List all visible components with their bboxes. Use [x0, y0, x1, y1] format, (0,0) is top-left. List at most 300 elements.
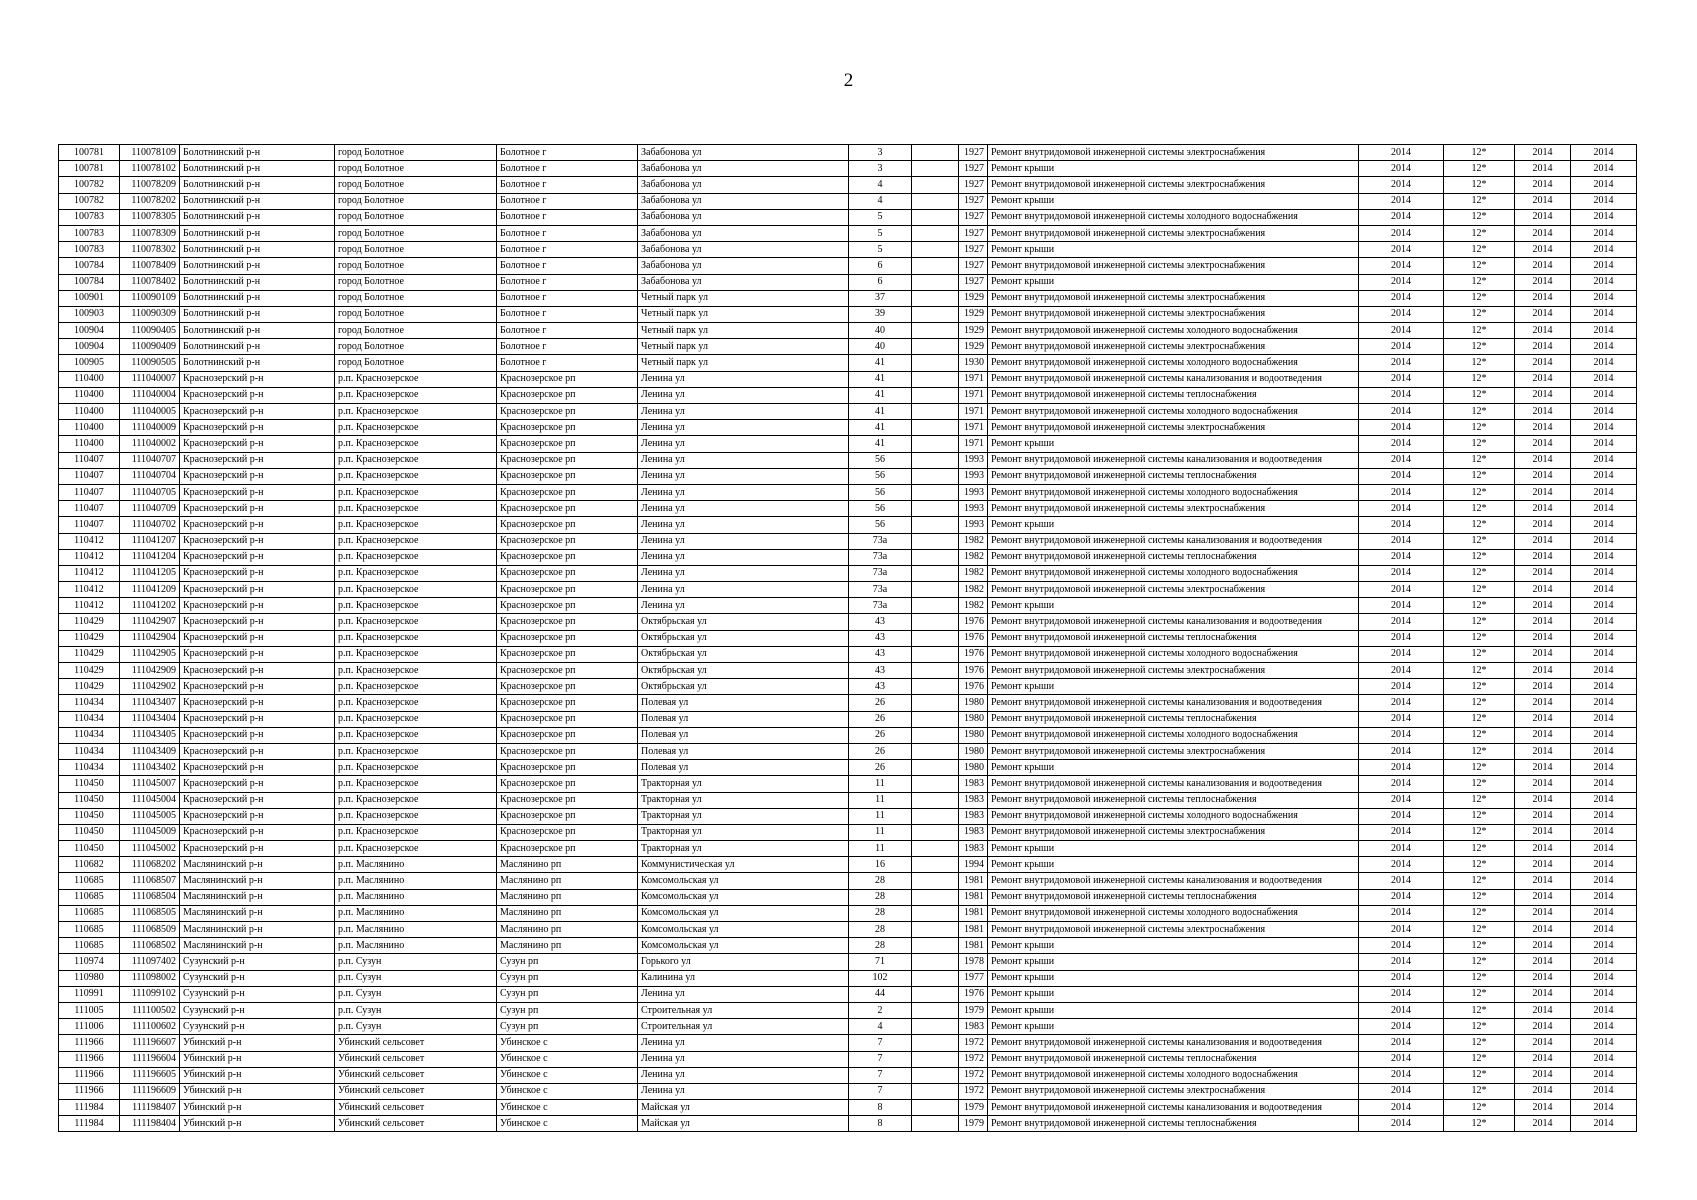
- cell-district: Убинский р-н: [180, 1067, 335, 1083]
- cell-id: 111006: [59, 1019, 120, 1035]
- cell-blank: [912, 436, 959, 452]
- cell-end-year: 2014: [1571, 970, 1637, 986]
- cell-locality: Болотное г: [497, 242, 638, 258]
- cell-year: 1993: [959, 517, 988, 533]
- cell-year: 1972: [959, 1067, 988, 1083]
- cell-end-year: 2014: [1571, 938, 1637, 954]
- cell-id: 110407: [59, 517, 120, 533]
- cell-house: 41: [849, 404, 912, 420]
- cell-plan-year: 2014: [1359, 1067, 1444, 1083]
- cell-id: 110412: [59, 598, 120, 614]
- cell-start-year: 2014: [1515, 954, 1571, 970]
- cell-start-year: 2014: [1515, 468, 1571, 484]
- cell-house: 26: [849, 695, 912, 711]
- cell-code: 111043404: [120, 711, 180, 727]
- cell-plan-year: 2014: [1359, 808, 1444, 824]
- cell-blank: [912, 695, 959, 711]
- cell-code: 111045005: [120, 808, 180, 824]
- cell-work: Ремонт внутридомовой инженерной системы холодного водоснабжения: [988, 727, 1359, 743]
- cell-id: 110434: [59, 743, 120, 759]
- cell-municipality: р.п. Краснозерское: [335, 679, 497, 695]
- cell-street: Октябрьская ул: [638, 646, 849, 662]
- table-row: [59, 1035, 1637, 1051]
- cell-plan-year: 2014: [1359, 905, 1444, 921]
- cell-work: Ремонт крыши: [988, 970, 1359, 986]
- cell-code: 111042909: [120, 663, 180, 679]
- cell-month: 12*: [1444, 808, 1515, 824]
- cell-plan-year: 2014: [1359, 695, 1444, 711]
- cell-plan-year: 2014: [1359, 355, 1444, 371]
- cell-start-year: 2014: [1515, 225, 1571, 241]
- cell-locality: Краснозерское рп: [497, 436, 638, 452]
- cell-code: 111041209: [120, 582, 180, 598]
- cell-code: 111040005: [120, 404, 180, 420]
- cell-blank: [912, 420, 959, 436]
- cell-municipality: город Болотное: [335, 306, 497, 322]
- table-row: [59, 242, 1637, 258]
- cell-year: 1977: [959, 970, 988, 986]
- cell-district: Маслянинский р-н: [180, 889, 335, 905]
- cell-end-year: 2014: [1571, 323, 1637, 339]
- table-row: [59, 501, 1637, 517]
- cell-locality: Сузун рп: [497, 954, 638, 970]
- cell-district: Краснозерский р-н: [180, 614, 335, 630]
- cell-work: Ремонт внутридомовой инженерной системы электроснабжения: [988, 306, 1359, 322]
- cell-work: Ремонт крыши: [988, 161, 1359, 177]
- table-row: [59, 1051, 1637, 1067]
- table-row: [59, 371, 1637, 387]
- cell-end-year: 2014: [1571, 193, 1637, 209]
- cell-street: Комсомольская ул: [638, 873, 849, 889]
- cell-municipality: р.п. Маслянино: [335, 889, 497, 905]
- cell-house: 43: [849, 630, 912, 646]
- table-row: [59, 760, 1637, 776]
- table-row: [59, 517, 1637, 533]
- cell-plan-year: 2014: [1359, 452, 1444, 468]
- cell-month: 12*: [1444, 565, 1515, 581]
- cell-municipality: город Болотное: [335, 290, 497, 306]
- cell-house: 39: [849, 306, 912, 322]
- cell-house: 11: [849, 776, 912, 792]
- cell-work: Ремонт внутридомовой инженерной системы электроснабжения: [988, 663, 1359, 679]
- cell-year: 1978: [959, 954, 988, 970]
- cell-id: 100782: [59, 193, 120, 209]
- cell-plan-year: 2014: [1359, 404, 1444, 420]
- cell-district: Убинский р-н: [180, 1083, 335, 1099]
- cell-house: 5: [849, 225, 912, 241]
- cell-end-year: 2014: [1571, 161, 1637, 177]
- cell-code: 111042905: [120, 646, 180, 662]
- cell-plan-year: 2014: [1359, 1083, 1444, 1099]
- cell-id: 111984: [59, 1116, 120, 1132]
- cell-id: 110400: [59, 371, 120, 387]
- cell-month: 12*: [1444, 970, 1515, 986]
- cell-year: 1983: [959, 808, 988, 824]
- cell-blank: [912, 889, 959, 905]
- cell-locality: Краснозерское рп: [497, 517, 638, 533]
- cell-end-year: 2014: [1571, 242, 1637, 258]
- cell-street: Четный парк ул: [638, 355, 849, 371]
- cell-district: Убинский р-н: [180, 1116, 335, 1132]
- cell-street: Забабонова ул: [638, 225, 849, 241]
- cell-month: 12*: [1444, 582, 1515, 598]
- cell-month: 12*: [1444, 436, 1515, 452]
- cell-plan-year: 2014: [1359, 1100, 1444, 1116]
- cell-locality: Убинское с: [497, 1051, 638, 1067]
- cell-month: 12*: [1444, 290, 1515, 306]
- cell-code: 110078109: [120, 145, 180, 161]
- cell-end-year: 2014: [1571, 1002, 1637, 1018]
- cell-district: Болотнинский р-н: [180, 306, 335, 322]
- cell-plan-year: 2014: [1359, 371, 1444, 387]
- cell-year: 1976: [959, 630, 988, 646]
- cell-end-year: 2014: [1571, 630, 1637, 646]
- cell-blank: [912, 873, 959, 889]
- cell-start-year: 2014: [1515, 1035, 1571, 1051]
- cell-end-year: 2014: [1571, 404, 1637, 420]
- cell-code: 110090109: [120, 290, 180, 306]
- cell-work: Ремонт внутридомовой инженерной системы электроснабжения: [988, 145, 1359, 161]
- cell-code: 110078305: [120, 209, 180, 225]
- cell-end-year: 2014: [1571, 436, 1637, 452]
- cell-end-year: 2014: [1571, 646, 1637, 662]
- cell-municipality: город Болотное: [335, 274, 497, 290]
- cell-street: Октябрьская ул: [638, 630, 849, 646]
- cell-municipality: р.п. Краснозерское: [335, 387, 497, 403]
- cell-month: 12*: [1444, 1100, 1515, 1116]
- cell-work: Ремонт крыши: [988, 517, 1359, 533]
- cell-start-year: 2014: [1515, 614, 1571, 630]
- cell-year: 1929: [959, 290, 988, 306]
- cell-house: 11: [849, 808, 912, 824]
- cell-house: 7: [849, 1035, 912, 1051]
- cell-year: 1976: [959, 646, 988, 662]
- cell-year: 1930: [959, 355, 988, 371]
- cell-house: 6: [849, 258, 912, 274]
- cell-municipality: р.п. Краснозерское: [335, 630, 497, 646]
- table-row: [59, 986, 1637, 1002]
- cell-year: 1980: [959, 743, 988, 759]
- cell-blank: [912, 954, 959, 970]
- cell-month: 12*: [1444, 1067, 1515, 1083]
- cell-work: Ремонт внутридомовой инженерной системы теплоснабжения: [988, 549, 1359, 565]
- cell-start-year: 2014: [1515, 242, 1571, 258]
- cell-start-year: 2014: [1515, 193, 1571, 209]
- cell-locality: Краснозерское рп: [497, 404, 638, 420]
- cell-street: Четный парк ул: [638, 339, 849, 355]
- cell-month: 12*: [1444, 404, 1515, 420]
- cell-district: Краснозерский р-н: [180, 452, 335, 468]
- table-row: [59, 970, 1637, 986]
- cell-work: Ремонт крыши: [988, 242, 1359, 258]
- table-row: [59, 436, 1637, 452]
- cell-start-year: 2014: [1515, 549, 1571, 565]
- cell-id: 110429: [59, 630, 120, 646]
- cell-plan-year: 2014: [1359, 1035, 1444, 1051]
- cell-code: 110078402: [120, 274, 180, 290]
- cell-street: Тракторная ул: [638, 841, 849, 857]
- cell-street: Ленина ул: [638, 420, 849, 436]
- cell-street: Ленина ул: [638, 533, 849, 549]
- cell-district: Краснозерский р-н: [180, 404, 335, 420]
- cell-municipality: р.п. Сузун: [335, 986, 497, 1002]
- cell-locality: Убинское с: [497, 1035, 638, 1051]
- table-row: [59, 209, 1637, 225]
- cell-year: 1982: [959, 582, 988, 598]
- cell-code: 111099102: [120, 986, 180, 1002]
- cell-blank: [912, 841, 959, 857]
- cell-plan-year: 2014: [1359, 258, 1444, 274]
- cell-code: 111040002: [120, 436, 180, 452]
- cell-street: Полевая ул: [638, 760, 849, 776]
- cell-house: 73а: [849, 582, 912, 598]
- cell-district: Краснозерский р-н: [180, 468, 335, 484]
- cell-start-year: 2014: [1515, 1067, 1571, 1083]
- cell-id: 110450: [59, 824, 120, 840]
- cell-id: 110412: [59, 582, 120, 598]
- cell-end-year: 2014: [1571, 1116, 1637, 1132]
- cell-year: 1979: [959, 1116, 988, 1132]
- cell-work: Ремонт внутридомовой инженерной системы электроснабжения: [988, 824, 1359, 840]
- cell-code: 111068502: [120, 938, 180, 954]
- cell-plan-year: 2014: [1359, 954, 1444, 970]
- cell-year: 1927: [959, 225, 988, 241]
- cell-end-year: 2014: [1571, 841, 1637, 857]
- cell-code: 111040007: [120, 371, 180, 387]
- cell-municipality: город Болотное: [335, 161, 497, 177]
- cell-year: 1981: [959, 905, 988, 921]
- cell-id: 100903: [59, 306, 120, 322]
- cell-end-year: 2014: [1571, 986, 1637, 1002]
- cell-end-year: 2014: [1571, 695, 1637, 711]
- cell-year: 1971: [959, 371, 988, 387]
- cell-house: 73а: [849, 598, 912, 614]
- cell-locality: Краснозерское рп: [497, 565, 638, 581]
- cell-start-year: 2014: [1515, 1083, 1571, 1099]
- cell-code: 111198407: [120, 1100, 180, 1116]
- cell-locality: Убинское с: [497, 1100, 638, 1116]
- cell-street: Полевая ул: [638, 743, 849, 759]
- cell-district: Убинский р-н: [180, 1100, 335, 1116]
- cell-street: Забабонова ул: [638, 193, 849, 209]
- cell-id: 110400: [59, 404, 120, 420]
- cell-municipality: р.п. Краснозерское: [335, 420, 497, 436]
- cell-street: Ленина ул: [638, 436, 849, 452]
- cell-blank: [912, 274, 959, 290]
- cell-year: 1929: [959, 339, 988, 355]
- cell-house: 28: [849, 889, 912, 905]
- cell-house: 3: [849, 161, 912, 177]
- cell-plan-year: 2014: [1359, 986, 1444, 1002]
- cell-work: Ремонт крыши: [988, 841, 1359, 857]
- cell-id: 110400: [59, 387, 120, 403]
- cell-house: 43: [849, 614, 912, 630]
- cell-end-year: 2014: [1571, 306, 1637, 322]
- cell-plan-year: 2014: [1359, 646, 1444, 662]
- cell-municipality: город Болотное: [335, 225, 497, 241]
- cell-blank: [912, 404, 959, 420]
- cell-district: Краснозерский р-н: [180, 760, 335, 776]
- cell-plan-year: 2014: [1359, 145, 1444, 161]
- cell-year: 1980: [959, 695, 988, 711]
- cell-id: 110682: [59, 857, 120, 873]
- cell-blank: [912, 808, 959, 824]
- cell-code: 111043407: [120, 695, 180, 711]
- cell-month: 12*: [1444, 695, 1515, 711]
- cell-plan-year: 2014: [1359, 177, 1444, 193]
- cell-street: Октябрьская ул: [638, 663, 849, 679]
- cell-blank: [912, 565, 959, 581]
- cell-locality: Маслянино рп: [497, 857, 638, 873]
- cell-district: Убинский р-н: [180, 1051, 335, 1067]
- cell-blank: [912, 711, 959, 727]
- cell-month: 12*: [1444, 679, 1515, 695]
- cell-house: 73а: [849, 565, 912, 581]
- cell-district: Убинский р-н: [180, 1035, 335, 1051]
- cell-house: 41: [849, 371, 912, 387]
- cell-locality: Краснозерское рп: [497, 582, 638, 598]
- cell-district: Краснозерский р-н: [180, 501, 335, 517]
- cell-end-year: 2014: [1571, 954, 1637, 970]
- cell-start-year: 2014: [1515, 565, 1571, 581]
- cell-start-year: 2014: [1515, 824, 1571, 840]
- cell-plan-year: 2014: [1359, 306, 1444, 322]
- cell-start-year: 2014: [1515, 970, 1571, 986]
- cell-street: Комсомольская ул: [638, 889, 849, 905]
- table-row: [59, 225, 1637, 241]
- cell-start-year: 2014: [1515, 841, 1571, 857]
- cell-id: 110429: [59, 646, 120, 662]
- cell-blank: [912, 193, 959, 209]
- cell-house: 28: [849, 922, 912, 938]
- cell-street: Ленина ул: [638, 1035, 849, 1051]
- cell-code: 110090405: [120, 323, 180, 339]
- cell-start-year: 2014: [1515, 905, 1571, 921]
- table-row: [59, 484, 1637, 500]
- cell-code: 111041205: [120, 565, 180, 581]
- cell-code: 111040707: [120, 452, 180, 468]
- cell-district: Болотнинский р-н: [180, 274, 335, 290]
- cell-blank: [912, 922, 959, 938]
- cell-house: 56: [849, 501, 912, 517]
- cell-start-year: 2014: [1515, 306, 1571, 322]
- cell-year: 1927: [959, 258, 988, 274]
- cell-end-year: 2014: [1571, 857, 1637, 873]
- cell-street: Ленина ул: [638, 517, 849, 533]
- cell-street: Четный парк ул: [638, 306, 849, 322]
- table-row: [59, 290, 1637, 306]
- cell-municipality: р.п. Краснозерское: [335, 598, 497, 614]
- cell-municipality: р.п. Краснозерское: [335, 452, 497, 468]
- cell-district: Краснозерский р-н: [180, 420, 335, 436]
- cell-code: 111068202: [120, 857, 180, 873]
- cell-house: 4: [849, 1019, 912, 1035]
- cell-month: 12*: [1444, 614, 1515, 630]
- cell-work: Ремонт внутридомовой инженерной системы теплоснабжения: [988, 889, 1359, 905]
- cell-blank: [912, 663, 959, 679]
- cell-month: 12*: [1444, 549, 1515, 565]
- cell-plan-year: 2014: [1359, 760, 1444, 776]
- cell-start-year: 2014: [1515, 161, 1571, 177]
- cell-work: Ремонт внутридомовой инженерной системы электроснабжения: [988, 225, 1359, 241]
- cell-plan-year: 2014: [1359, 598, 1444, 614]
- table-row: [59, 711, 1637, 727]
- cell-code: 111043405: [120, 727, 180, 743]
- cell-start-year: 2014: [1515, 387, 1571, 403]
- cell-district: Болотнинский р-н: [180, 177, 335, 193]
- cell-locality: Краснозерское рп: [497, 646, 638, 662]
- cell-id: 100784: [59, 258, 120, 274]
- cell-locality: Краснозерское рп: [497, 452, 638, 468]
- cell-work: Ремонт внутридомовой инженерной системы электроснабжения: [988, 339, 1359, 355]
- cell-municipality: Убинский сельсовет: [335, 1051, 497, 1067]
- cell-municipality: р.п. Краснозерское: [335, 776, 497, 792]
- cell-year: 1976: [959, 614, 988, 630]
- cell-municipality: р.п. Краснозерское: [335, 565, 497, 581]
- cell-locality: Краснозерское рп: [497, 841, 638, 857]
- cell-end-year: 2014: [1571, 290, 1637, 306]
- cell-id: 100783: [59, 242, 120, 258]
- cell-locality: Болотное г: [497, 306, 638, 322]
- cell-municipality: город Болотное: [335, 145, 497, 161]
- cell-code: 111042907: [120, 614, 180, 630]
- cell-work: Ремонт внутридомовой инженерной системы холодного водоснабжения: [988, 646, 1359, 662]
- cell-district: Болотнинский р-н: [180, 225, 335, 241]
- cell-work: Ремонт внутридомовой инженерной системы канализования и водоотведения: [988, 533, 1359, 549]
- cell-id: 100784: [59, 274, 120, 290]
- cell-street: Ленина ул: [638, 484, 849, 500]
- cell-end-year: 2014: [1571, 808, 1637, 824]
- cell-street: Ленина ул: [638, 404, 849, 420]
- cell-id: 110991: [59, 986, 120, 1002]
- cell-locality: Краснозерское рп: [497, 792, 638, 808]
- table-row: [59, 889, 1637, 905]
- cell-start-year: 2014: [1515, 760, 1571, 776]
- cell-municipality: город Болотное: [335, 339, 497, 355]
- cell-locality: Сузун рп: [497, 1019, 638, 1035]
- cell-house: 71: [849, 954, 912, 970]
- cell-street: Ленина ул: [638, 565, 849, 581]
- cell-blank: [912, 387, 959, 403]
- cell-district: Краснозерский р-н: [180, 792, 335, 808]
- table-row: [59, 646, 1637, 662]
- cell-code: 111041202: [120, 598, 180, 614]
- cell-work: Ремонт внутридомовой инженерной системы электроснабжения: [988, 743, 1359, 759]
- cell-work: Ремонт внутридомовой инженерной системы холодного водоснабжения: [988, 1067, 1359, 1083]
- cell-house: 56: [849, 484, 912, 500]
- cell-house: 2: [849, 1002, 912, 1018]
- cell-street: Ленина ул: [638, 582, 849, 598]
- cell-house: 56: [849, 452, 912, 468]
- cell-year: 1976: [959, 663, 988, 679]
- cell-street: Четный парк ул: [638, 323, 849, 339]
- cell-district: Краснозерский р-н: [180, 371, 335, 387]
- table-row: [59, 922, 1637, 938]
- cell-id: 110429: [59, 614, 120, 630]
- cell-end-year: 2014: [1571, 1100, 1637, 1116]
- cell-start-year: 2014: [1515, 404, 1571, 420]
- cell-district: Болотнинский р-н: [180, 339, 335, 355]
- cell-plan-year: 2014: [1359, 323, 1444, 339]
- cell-locality: Болотное г: [497, 355, 638, 371]
- cell-start-year: 2014: [1515, 873, 1571, 889]
- table-row: [59, 145, 1637, 161]
- table-row: [59, 161, 1637, 177]
- cell-start-year: 2014: [1515, 695, 1571, 711]
- cell-house: 73а: [849, 533, 912, 549]
- cell-work: Ремонт крыши: [988, 986, 1359, 1002]
- cell-code: 111100502: [120, 1002, 180, 1018]
